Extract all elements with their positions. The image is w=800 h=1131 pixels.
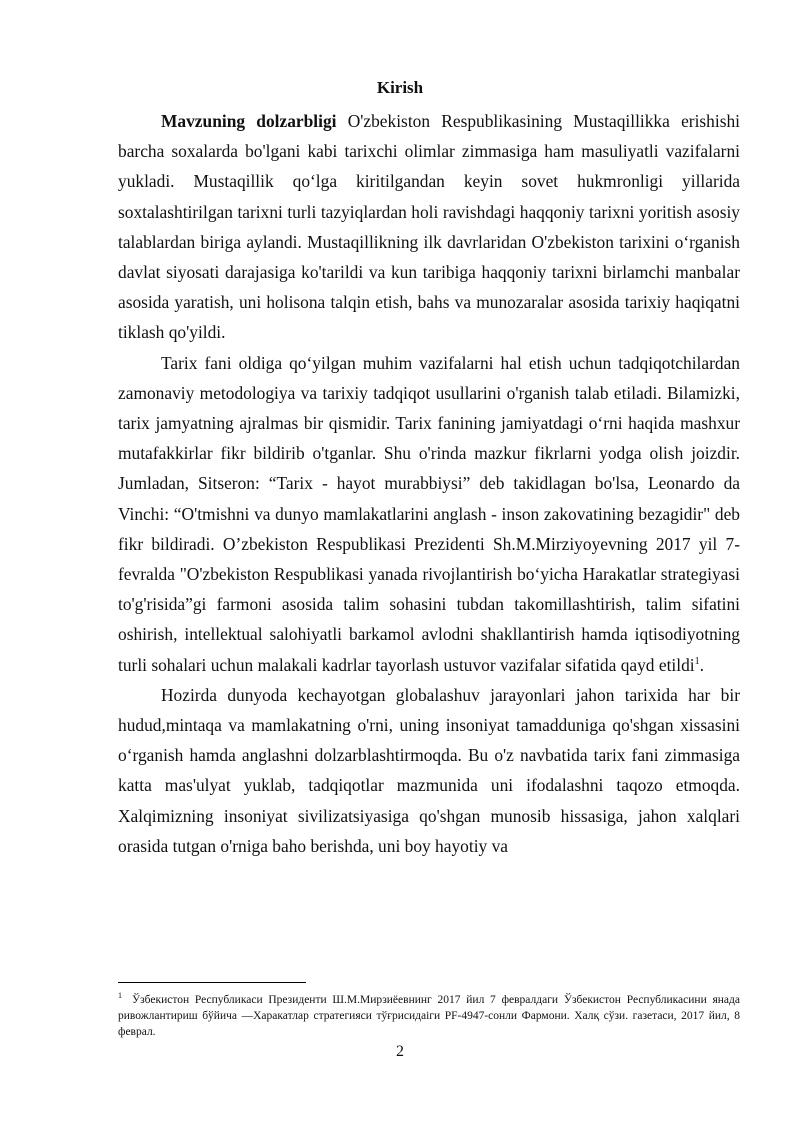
footnote (118, 992, 740, 1040)
footnote-separator (118, 982, 306, 983)
page-number: 2 (396, 1043, 404, 1060)
paragraph-2-text: Tarix fani oldiga qo‘yilgan muhim vazifalarni hal etish uchun tadqiqotchilardan zamonaviy metodologiya va tarixiy tadqiqot usullarini o'rganish talab etiladi. Bilamizki, tarix jamyatning ajralmas bir qismidir. Tarix fanining jamiyatdagi o‘rni haqida mashxur mutafakkirlar fikr bildirib o'tganlar. Shu o'rinda mazkur fikrlarni yodga olish joizdir. Jumladan, Sitseron: “Tarix - hayot murabbiysi” deb takidlagan bo'lsa, Leonardo da Vinchi: “O'tmishni va dunyo mamlakatlarini anglash - inson zakovatining bezagidir" deb fikr bildiradi. O’zbekiston Respublikasi Prezidenti Sh.M.Mirziyoyevning 2017 yil 7-fevralda "O'zbekiston Respublikasi yanada rivojlantirish bo‘yicha Harakatlar strategiyasi to'g'risida”gi farmoni asosida talim sohasini tubdan takomillashtirish, talim sifatini oshirish, intellektual salohiyatli barkamol avlodni shakllantirish hamda iqtisodiyotning turli sohalari uchun malakali kadrlar tayorlash ustuvor vazifalar sifatida qayd etildi (118, 352, 740, 675)
footnote-text: Ўзбекистон Республикаси Президенти Ш.М.Мирзиёевнинг 2017 йил 7 февралдаги Ўзбекистон Республикасини янада ривожлантириш бўйича ―Харакатлар стратегияси тўғрисидаіги PF-4947-сонли Фармони. Халқ сўзи. газетаси, 2017 йил, 8 феврал. (118, 994, 740, 1038)
paragraph-3 (118, 680, 740, 861)
footnote-marker: 1 (118, 991, 122, 1001)
section-title: Kirish (376, 78, 424, 97)
paragraph-3-text: Hozirda dunyoda kechayotgan globalashuv jarayonlari jahon tarixida har bir hudud,mintaqa va mamlakatning o'rni, uning insoniyat tamadduniga qo'shgan xissasini o‘rganish hamda anglashni dolzarblashtirmoqda. Bu o'z navbatida tarix fani zimmasiga katta mas'ulyat yuklab, tadqiqotlar mazmunida uni ifodalashni taqozo etmoqda. Xalqimizning insoniyat sivilizatsiyasiga qo'shgan munosib hissasiga, jahon xalqlari orasida tutgan o'rniga baho berishda, uni boy hayotiy va (118, 684, 740, 856)
paragraph-1 (118, 106, 740, 348)
paragraph-lead: Mavzuning dolzarbligi (161, 111, 337, 131)
paragraph-2 (118, 348, 740, 680)
paragraph-1-text: O'zbekiston Respublikasining Mustaqillikka erishishi barcha soxalarda bo'lgani kabi tarixchi olimlar zimmasiga ham masuliyatli vazifalarni yukladi. Mustaqillik qo‘lga kiritilgandan keyin sovet hukmronligi yillarida soxtalashtirilgan tarixni turli tazyiqlardan holi ravishdagi haqqoniy tarixni yoritish asosiy talablardan biriga aylandi. Mustaqillikning ilk davrlaridan O'zbekiston tarixini o‘rganish davlat siyosati darajasiga ko'tarildi va kun taribiga haqqoniy tarixni birlamchi manbalar asosida yaratish, uni holisona talqin etish, bahs va munozaralar asosida tarixiy haqiqatni tiklash qo'yildi. (118, 111, 740, 343)
paragraph-2-end: . (699, 654, 704, 675)
footnote-reference[interactable]: 1 (694, 655, 700, 667)
body-text (118, 106, 740, 861)
